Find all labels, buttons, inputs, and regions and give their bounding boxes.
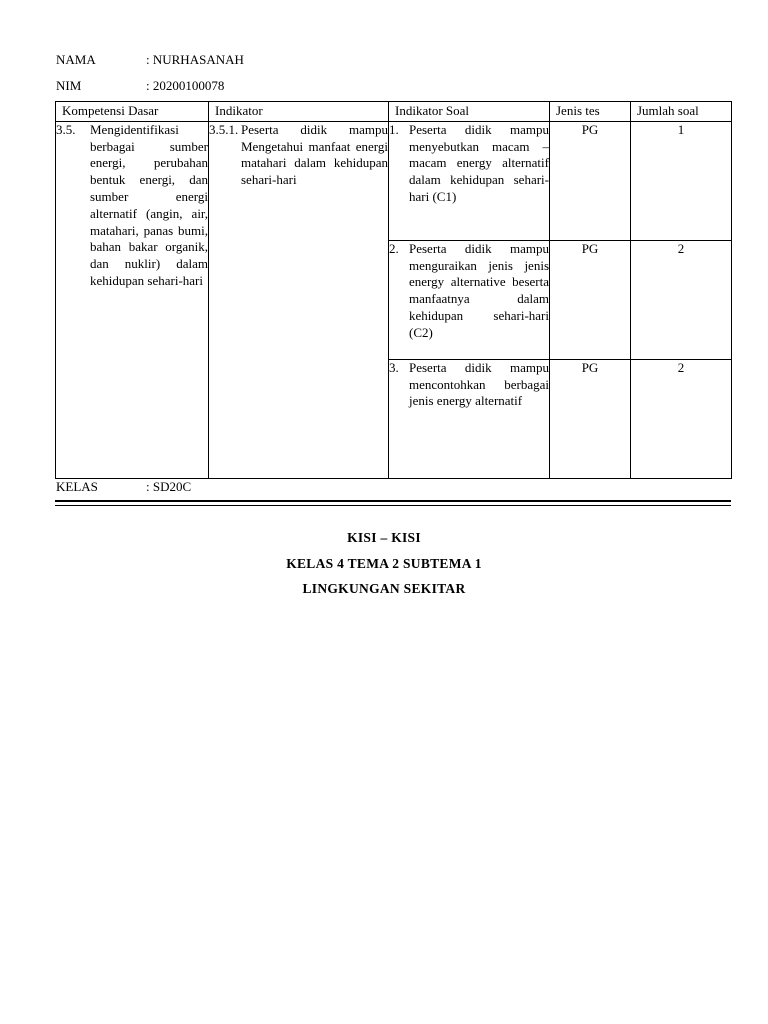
indikator-soal-cell	[389, 121, 550, 240]
nim-label: NIM	[56, 78, 82, 93]
nama-label: NAMA	[56, 52, 96, 67]
soal-number: 1.	[389, 121, 399, 137]
info-nama	[56, 52, 244, 68]
info-kelas	[56, 479, 191, 495]
nim-value: : 20200100078	[146, 78, 225, 93]
indikator-number: 3.5.1.	[209, 121, 239, 137]
jumlah-soal-cell: 2	[631, 240, 732, 359]
kisi-table	[55, 101, 732, 479]
kd-text: Mengidentifikasi berbagai sumber energi, perubahan bentuk energi, dan sumber energi alternatif (angin, air, matahari, panas bumi, bahan bakar organik, dan nuklir) dalam kehidupan sehari-hari	[90, 121, 208, 288]
kelas-value: : SD20C	[146, 479, 192, 494]
soal-text: Peserta didik mampu menyebutkan macam – macam energy alternatif dalam kehidupan sehari-hari (C1)	[409, 121, 549, 204]
soal-text: Peserta didik mampu mencontohkan berbagai jenis energy alternatif	[409, 359, 549, 409]
indikator-cell	[209, 121, 389, 478]
header-jumlah-soal: Jumlah soal	[631, 102, 732, 122]
soal-text: Peserta didik mampu menguraikan jenis jenis energy alternative beserta manfaatnya dalam kehidupan sehari-hari (C2)	[409, 240, 549, 340]
header-jenis-tes: Jenis tes	[550, 102, 631, 122]
kelas-label: KELAS	[56, 479, 98, 494]
jumlah-soal-cell: 1	[631, 121, 732, 240]
info-nim	[56, 78, 224, 94]
table-header-row	[56, 102, 732, 122]
indikator-soal-cell	[389, 240, 550, 359]
divider-thin	[55, 505, 731, 506]
title-lingkungan: LINGKUNGAN SEKITAR	[302, 581, 466, 596]
title-kisi: KISI – KISI	[347, 530, 421, 545]
title-kelas-tema: KELAS 4 TEMA 2 SUBTEMA 1	[286, 556, 482, 571]
header-kompetensi-dasar: Kompetensi Dasar	[56, 102, 209, 122]
jenis-tes-cell: PG	[550, 240, 631, 359]
soal-number: 2.	[389, 240, 399, 256]
jenis-tes-cell: PG	[550, 359, 631, 478]
kompetensi-dasar-cell	[56, 121, 209, 478]
nama-value: : NURHASANAH	[146, 52, 244, 67]
header-indikator: Indikator	[209, 102, 389, 122]
table-row	[56, 121, 732, 240]
kd-number: 3.5.	[56, 121, 76, 137]
divider-thick	[55, 500, 731, 502]
jumlah-soal-cell: 2	[631, 359, 732, 478]
indikator-text: Peserta didik mampu Mengetahui manfaat energi matahari dalam kehidupan sehari-hari	[241, 121, 388, 188]
jenis-tes-cell: PG	[550, 121, 631, 240]
indikator-soal-cell	[389, 359, 550, 478]
soal-number: 3.	[389, 359, 399, 375]
header-indikator-soal: Indikator Soal	[389, 102, 550, 122]
